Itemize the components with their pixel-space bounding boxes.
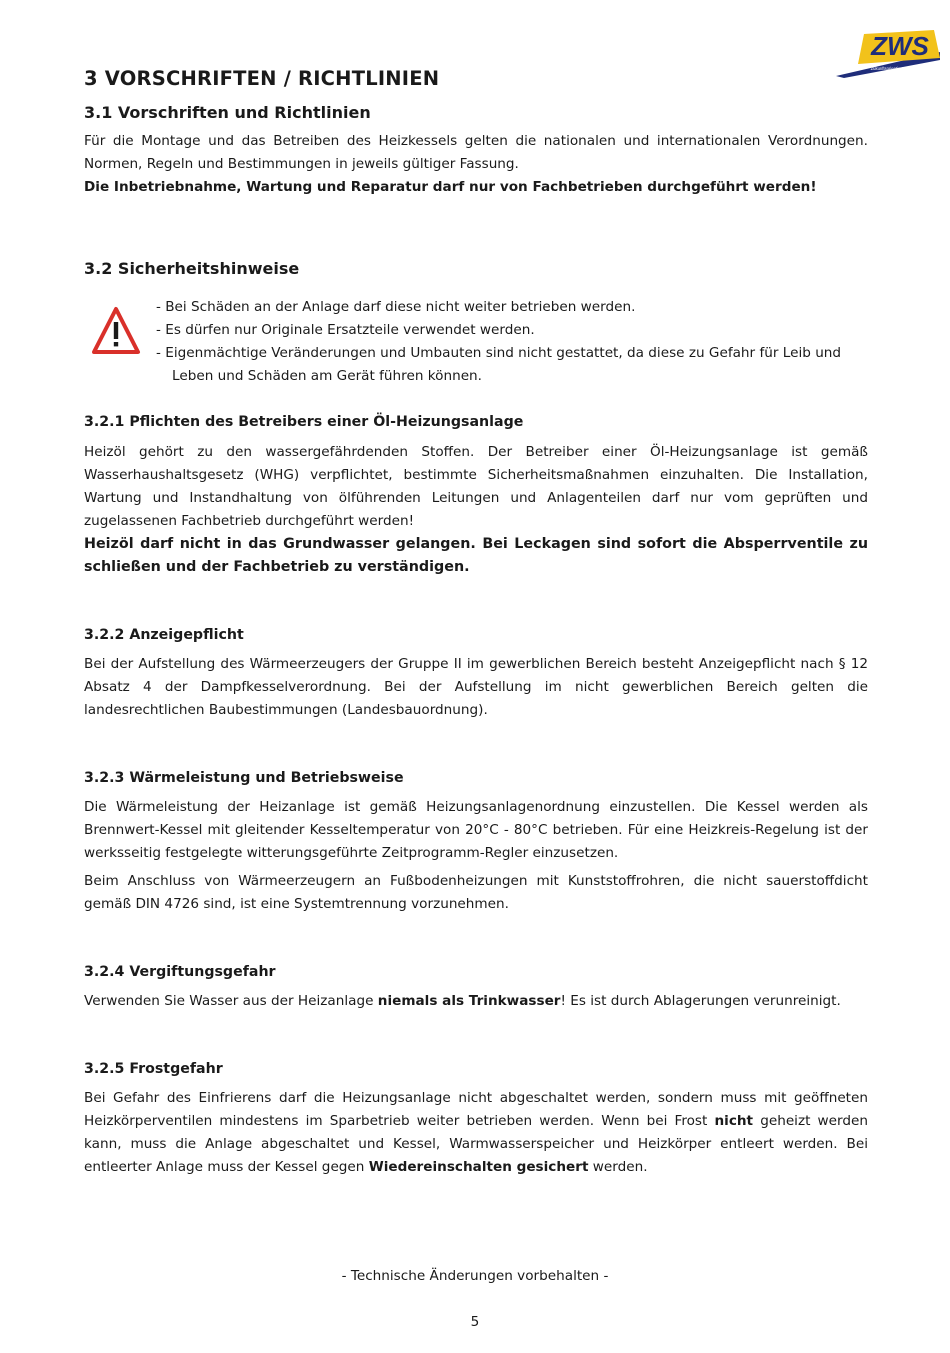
section-3-2-5-text-3: werden. — [588, 1159, 648, 1175]
section-3-2-2-heading: 3.2.2 Anzeigepflicht — [84, 627, 244, 643]
section-3-2-1-heading: 3.2.1 Pflichten des Betreibers einer Öl-Heizungsanlage — [84, 414, 524, 430]
section-3-1-warning: Die Inbetriebnahme, Wartung und Reparatur darf nur von Fachbetrieben durchgeführt werden! — [84, 179, 817, 195]
section-3-2-4-heading: 3.2.4 Vergiftungsgefahr — [84, 964, 276, 980]
logo-text: ZWS — [871, 31, 929, 61]
warning-triangle-icon — [91, 306, 141, 356]
section-3-2-4-body — [84, 990, 868, 1013]
section-3-2-5-heading: 3.2.5 Frostgefahr — [84, 1061, 223, 1077]
section-3-2-5-bold-1: nicht — [714, 1113, 754, 1129]
section-3-2-3-body — [84, 796, 868, 916]
section-3-2-3-heading: 3.2.3 Wärmeleistung und Betriebsweise — [84, 770, 404, 786]
section-3-2-2-body — [84, 653, 868, 722]
safety-notes-list — [156, 296, 868, 388]
section-3-2-4-text-post: ! Es ist durch Ablagerungen verunreinigt. — [560, 993, 841, 1009]
section-3-2-3-text-1: Die Wärmeleistung der Heizanlage ist gemäß Heizungsanlagenordnung einzustellen. Die Kessel werden als Brennwert-Kessel mit gleitender Kesseltemperatur von 20°C - 80°C betrieben. Für eine Heizkreis-Regelung ist der werksseitig festgelegte witterungsgeführte Zeitprogramm-Regler einzusetzen. — [84, 799, 868, 861]
section-3-2-1-body — [84, 441, 868, 579]
section-3-2-5-bold-2: Wiedereinschalten gesichert — [368, 1159, 589, 1175]
section-3-2-3-text-2: Beim Anschluss von Wärmeerzeugern an Fußbodenheizungen mit Kunststoffrohren, die nicht sauerstoffdicht gemäß DIN 4726 sind, ist eine Systemtrennung vorzunehmen. — [84, 873, 868, 912]
page-number: 5 — [470, 1314, 480, 1330]
section-3-2-1-text: Heizöl gehört zu den wassergefährdenden Stoffen. Der Betreiber einer Öl-Heizungsanlage ist gemäß Wasserhaushaltsgesetz (WHG) verpflichtet, bestimmte Sicherheitsmaßnahmen einzuhalten. Die Installation, Wartung und Instandhaltung von ölführenden Leitungen und Anlagenteilen darf nur vom geprüften und zugelassenen Fachbetrieb durchgeführt werden! — [84, 444, 868, 529]
list-item: - Bei Schäden an der Anlage darf diese nicht weiter betrieben werden. — [156, 299, 636, 315]
list-item: - Eigenmächtige Veränderungen und Umbauten sind nicht gestattet, da diese zu Gefahr für Leib und Leben und Schäden am Gerät führen können. — [156, 345, 842, 384]
section-3-2-4-bold: niemals als Trinkwasser — [377, 993, 561, 1009]
section-3-1-body — [84, 130, 868, 199]
section-3-2-2-text: Bei der Aufstellung des Wärmeerzeugers der Gruppe II im gewerblichen Bereich besteht Anzeigepflicht nach § 12 Absatz 4 der Dampfkesselverordnung. Bei der Aufstellung im nicht gewerblichen Bereich gelten die landesrechtlichen Baubestimmungen (Landesbauordnung). — [84, 656, 868, 718]
section-3-1-text: Für die Montage und das Betreiben des Heizkessels gelten die nationalen und internationalen Verordnungen. Normen, Regeln und Bestimmungen in jeweils gültiger Fassung. — [84, 133, 868, 172]
page-title: 3 VORSCHRIFTEN / RICHTLINIEN — [84, 67, 440, 90]
footer-note: - Technische Änderungen vorbehalten - — [341, 1268, 609, 1284]
section-3-2-5-body — [84, 1087, 868, 1179]
section-3-2-5-text-2: geheizt werden kann, muss die Anlage abgeschaltet und Kessel, Warmwasserspeicher und Heizkörper entleert werden. Bei entleerter Anlage muss der Kessel gegen — [84, 1113, 868, 1175]
list-item: - Es dürfen nur Originale Ersatzteile verwendet werden. — [156, 322, 535, 338]
section-3-2-heading: 3.2 Sicherheitshinweise — [84, 259, 300, 278]
section-3-1-heading: 3.1 Vorschriften und Richtlinien — [84, 103, 371, 122]
section-3-2-1-warning: Heizöl darf nicht in das Grundwasser gelangen. Bei Leckagen sind sofort die Absperrventile zu schließen und der Fachbetrieb zu verständigen. — [84, 536, 868, 575]
section-3-2-4-text-pre: Verwenden Sie Wasser aus der Heizanlage — [84, 993, 378, 1009]
logo-subtext: Zukunftsorientierte Wärme Systeme — [870, 66, 938, 71]
section-3-2-5-text-1: Bei Gefahr des Einfrierens darf die Heizungsanlage nicht abgeschaltet werden, sondern muss mit geöffneten Heizkörperventilen mindestens im Sparbetrieb weiter betrieben werden. Wenn bei Frost — [84, 1090, 868, 1129]
zws-logo — [834, 28, 942, 80]
